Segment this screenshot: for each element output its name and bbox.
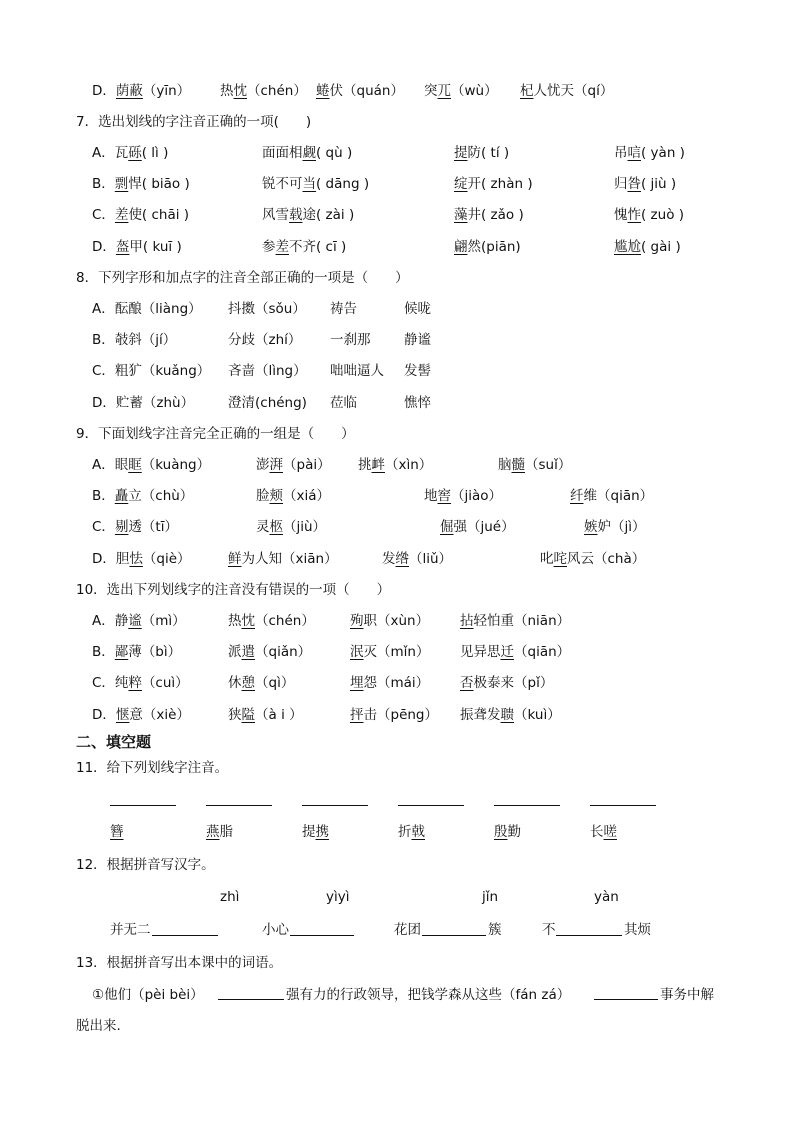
answer-blank[interactable] xyxy=(556,935,622,936)
q8-option-item: 咄咄逼人 xyxy=(330,363,384,379)
option-text: 轻怕重（niān） xyxy=(473,613,571,629)
option-text: D．胆 xyxy=(92,551,130,567)
q9-option-item xyxy=(440,517,515,537)
question-7-stem: 7．选出划线的字注音正确的一项( ) xyxy=(76,114,312,130)
underlined-char: 载 xyxy=(289,207,303,223)
underlined-char: 提 xyxy=(454,145,468,161)
q7-option-item xyxy=(454,143,509,163)
q10-option-item xyxy=(92,611,186,631)
question-13-sentence-part-1: ①他们（pèi bèi） xyxy=(92,987,204,1003)
fill-item-text: 簇 xyxy=(488,922,502,938)
underlined-char: 差 xyxy=(114,207,129,223)
answer-blank[interactable] xyxy=(218,999,284,1000)
q11-word xyxy=(302,822,329,842)
q8-option-item: 祷告 xyxy=(330,301,357,317)
underlined-char: 隘 xyxy=(241,707,255,723)
option-text: C．纯 xyxy=(92,675,129,691)
option-text: 悍( biāo ) xyxy=(128,176,190,192)
q8-option-item: 分歧（zhí） xyxy=(228,332,302,348)
underlined-char: 鲜 xyxy=(228,551,242,567)
option-text: 提 xyxy=(302,824,316,840)
option-text: B． xyxy=(92,176,115,192)
underlined-char: 殉 xyxy=(350,613,364,629)
underlined-char: 遣 xyxy=(241,644,255,660)
option-text: ( zuò ) xyxy=(641,207,685,223)
q11-word xyxy=(398,822,425,842)
underlined-char: 翩 xyxy=(454,239,468,255)
underlined-char: 绽 xyxy=(454,176,468,192)
answer-blank[interactable] xyxy=(302,805,368,806)
underlined-char: 觑 xyxy=(302,145,316,161)
option-text: （mì） xyxy=(141,613,186,629)
underlined-char: 砾 xyxy=(128,145,142,161)
q8-option-item: 抖擞（sǒu） xyxy=(228,301,306,317)
q7-option-item xyxy=(454,174,533,194)
q11-word xyxy=(590,822,617,842)
pinyin-hint: zhì xyxy=(220,889,240,905)
underlined-char: 唁 xyxy=(627,145,641,161)
option-text: 人忧天（qí） xyxy=(533,83,614,99)
option-d-item xyxy=(520,81,613,101)
option-text: 途( zài ) xyxy=(302,207,355,223)
underlined-char: 嫉 xyxy=(584,519,598,535)
option-text: 脂 xyxy=(219,824,233,840)
q7-option-item xyxy=(92,205,189,225)
option-d-item xyxy=(220,81,307,101)
underlined-char: 衅 xyxy=(371,457,385,473)
underlined-char: 荫蔽 xyxy=(115,83,143,99)
option-text: 薄（bì） xyxy=(128,644,182,660)
underlined-char: 尴尬 xyxy=(614,239,641,255)
question-9-stem: 9．下面划线字注音完全正确的一组是（ ） xyxy=(76,426,355,442)
q8-option-item: A．酝酿（liàng） xyxy=(92,301,202,317)
option-text: C． xyxy=(92,519,115,535)
q11-word xyxy=(494,822,521,842)
underlined-char: 忱 xyxy=(233,83,247,99)
q9-option-item xyxy=(256,455,331,475)
option-text: 极泰来（pǐ） xyxy=(473,675,554,691)
option-text: 透（tī） xyxy=(128,519,178,535)
option-text: （yīn） xyxy=(142,83,191,99)
underlined-char: 簪 xyxy=(110,824,124,840)
q8-option-item: 吝啬（lìng） xyxy=(228,363,307,379)
pinyin-hint: yìyì xyxy=(326,889,350,905)
option-text: 击（pēng） xyxy=(363,707,439,723)
option-text: 强（jué） xyxy=(453,519,515,535)
option-text: 妒（jì） xyxy=(597,519,646,535)
q10-option-item xyxy=(460,705,561,725)
question-13-stem: 13．根据拼音写出本课中的词语。 xyxy=(76,955,283,971)
fill-item-text: 小心 xyxy=(262,922,289,938)
option-text: 狭 xyxy=(228,707,242,723)
q9-option-item xyxy=(358,455,432,475)
option-text: 挑 xyxy=(358,457,372,473)
q7-option-item xyxy=(262,237,346,257)
option-text: D． xyxy=(92,707,116,723)
q8-option-item: 一刹那 xyxy=(330,332,371,348)
option-text: 折 xyxy=(398,824,412,840)
q8-option-item: 澄清(chéng) xyxy=(228,395,307,411)
option-text: 灭（mǐn） xyxy=(363,644,430,660)
option-text: 休 xyxy=(228,675,242,691)
option-text: 见异思 xyxy=(460,644,501,660)
question-8-stem: 8．下列字形和加点字的注音全部正确的一项是（ ） xyxy=(76,270,409,286)
fill-item-text: 并无二 xyxy=(110,922,151,938)
q9-option-item xyxy=(540,549,645,569)
pinyin-hint: jǐn xyxy=(482,889,499,905)
underlined-char: 盔 xyxy=(115,239,130,255)
option-text: （qiè） xyxy=(142,551,191,567)
q7-option-item xyxy=(262,143,352,163)
option-text: 井( zǎo ) xyxy=(467,207,524,223)
option-text: （xìn） xyxy=(385,457,433,473)
option-text: 维（qiān） xyxy=(583,488,654,504)
q10-option-item xyxy=(350,673,429,693)
question-13-sentence-part-4: 脱出来. xyxy=(76,1018,121,1034)
option-text: 使( chāi ) xyxy=(128,207,190,223)
underlined-char: 柩 xyxy=(269,519,283,535)
underlined-char: 憩 xyxy=(241,675,255,691)
q8-option-item: D．贮蓄（zhù） xyxy=(92,395,195,411)
q7-option-item xyxy=(454,237,521,257)
q9-option-item xyxy=(256,486,330,506)
option-text: 愧 xyxy=(614,207,628,223)
q9-option-item xyxy=(92,549,191,569)
q8-option-item: 莅临 xyxy=(330,395,357,411)
underlined-char: 剽 xyxy=(114,176,129,192)
q9-option-item xyxy=(256,517,326,537)
option-text: A．静 xyxy=(92,613,129,629)
option-text: 防( tí ) xyxy=(467,145,510,161)
underlined-char: 携 xyxy=(315,824,329,840)
option-text: （à i ） xyxy=(255,707,303,723)
option-text: （wù） xyxy=(451,83,498,99)
option-text: （liǔ） xyxy=(409,551,453,567)
q9-option-item xyxy=(382,549,452,569)
option-text: ( jiù ) xyxy=(641,176,677,192)
q9-option-item xyxy=(498,455,571,475)
answer-blank[interactable] xyxy=(494,805,560,806)
option-text: 风雪 xyxy=(262,207,289,223)
fill-item-text: 不 xyxy=(542,922,556,938)
underlined-char: 剔 xyxy=(114,519,129,535)
option-text: D． xyxy=(92,239,116,255)
q11-word xyxy=(110,822,124,842)
underlined-char: 绺 xyxy=(395,551,409,567)
q9-option-item xyxy=(92,517,178,537)
underlined-char: 窖 xyxy=(437,488,451,504)
option-text: （jiào） xyxy=(451,488,503,504)
q11-word xyxy=(206,822,233,842)
question-13-sentence-part-2: 强有力的行政领导，把钱学森从这些（fán zá） xyxy=(286,987,571,1003)
underlined-char: 矗 xyxy=(114,488,129,504)
option-text: 意（xiè） xyxy=(129,707,190,723)
pinyin-hint: yàn xyxy=(594,889,619,905)
underlined-char: 迁 xyxy=(500,644,514,660)
option-text: B． xyxy=(92,488,115,504)
underlined-char: 纤 xyxy=(570,488,584,504)
option-text: ( yàn ) xyxy=(641,145,685,161)
option-text: C． xyxy=(92,207,115,223)
q9-option-item xyxy=(570,486,653,506)
underlined-char: 谧 xyxy=(128,613,142,629)
answer-blank[interactable] xyxy=(594,999,658,1000)
option-text: ( lì ) xyxy=(141,145,169,161)
q8-option-item: B．攲斜（jí） xyxy=(92,332,177,348)
q10-option-item xyxy=(460,673,553,693)
q7-option-item xyxy=(92,237,182,257)
q9-option-item xyxy=(424,486,502,506)
q7-option-item xyxy=(262,174,369,194)
option-text: 叱 xyxy=(540,551,554,567)
q10-option-item xyxy=(460,642,570,662)
q8-option-item: 静谧 xyxy=(404,332,431,348)
option-text: （chén） xyxy=(255,613,315,629)
underlined-char: 杞 xyxy=(520,83,534,99)
q7-option-item xyxy=(92,174,190,194)
q7-option-item xyxy=(614,174,676,194)
option-text: ( qù ) xyxy=(316,145,353,161)
section-heading-fill-in: 二、填空题 xyxy=(76,733,152,751)
underlined-char: 髓 xyxy=(511,457,525,473)
q8-option-item: C．粗犷（kuǎng） xyxy=(92,363,211,379)
option-text: 振聋发 xyxy=(460,707,501,723)
q10-option-item xyxy=(228,705,303,725)
answer-blank[interactable] xyxy=(152,935,218,936)
option-d-item xyxy=(92,81,190,101)
underlined-char: 粹 xyxy=(128,675,142,691)
q9-option-item xyxy=(584,517,646,537)
option-text: （xiá） xyxy=(283,488,331,504)
question-10-stem: 10．选出下列划线字的注音没有错误的一项（ ） xyxy=(76,582,391,598)
answer-blank[interactable] xyxy=(290,935,354,936)
option-text: ( dāng ) xyxy=(316,176,370,192)
answer-blank[interactable] xyxy=(206,805,272,806)
underlined-char: 蜷 xyxy=(316,83,330,99)
q10-option-item xyxy=(350,642,429,662)
option-text: 然(piān) xyxy=(467,239,521,255)
option-text: 参 xyxy=(262,239,276,255)
q10-option-item xyxy=(350,705,438,725)
q9-option-item xyxy=(92,455,210,475)
option-d-item xyxy=(316,81,404,101)
underlined-char: 拈 xyxy=(460,613,474,629)
q7-option-item xyxy=(614,143,685,163)
q8-option-item: 憔悴 xyxy=(404,395,431,411)
underlined-char: 鄙 xyxy=(114,644,129,660)
underlined-char: 抨 xyxy=(350,707,364,723)
option-text: 突 xyxy=(424,83,438,99)
option-text: 怨（mái） xyxy=(363,675,430,691)
underlined-char: 怯 xyxy=(129,551,143,567)
q10-option-item xyxy=(228,673,294,693)
underlined-char: 咎 xyxy=(627,176,641,192)
q10-option-item xyxy=(228,611,315,631)
q8-option-item: 候咙 xyxy=(404,301,431,317)
q9-option-item xyxy=(228,549,338,569)
q7-option-item xyxy=(614,205,684,225)
option-text: 归 xyxy=(614,176,628,192)
option-text: 职（xùn） xyxy=(363,613,430,629)
underlined-char: 燕 xyxy=(206,824,220,840)
option-text: B． xyxy=(92,644,115,660)
answer-blank[interactable] xyxy=(398,805,464,806)
q8-option-item: 发髻 xyxy=(404,363,431,379)
option-text: 热 xyxy=(228,613,242,629)
option-text: 地 xyxy=(424,488,438,504)
option-text: 立（chù） xyxy=(128,488,194,504)
fill-item-text: 花团 xyxy=(394,922,421,938)
option-text: 吊 xyxy=(614,145,628,161)
underlined-char: 咤 xyxy=(553,551,567,567)
underlined-char: 聩 xyxy=(500,707,514,723)
question-13-sentence-part-3: 事务中解 xyxy=(660,987,714,1003)
underlined-char: 忱 xyxy=(241,613,255,629)
option-text: （pài） xyxy=(283,457,331,473)
q7-option-item xyxy=(614,237,681,257)
option-text: 澎 xyxy=(256,457,270,473)
q10-option-item xyxy=(92,673,189,693)
option-text: 甲( kuī ) xyxy=(129,239,182,255)
underlined-char: 怍 xyxy=(627,207,641,223)
option-text: 热 xyxy=(220,83,234,99)
option-text: （kuì） xyxy=(514,707,561,723)
option-text: 锐不可 xyxy=(262,176,303,192)
option-text: 伏（quán） xyxy=(329,83,404,99)
option-text: 面面相 xyxy=(262,145,303,161)
option-text: 脸 xyxy=(256,488,270,504)
underlined-char: 泯 xyxy=(350,644,364,660)
option-text: （qiǎn） xyxy=(255,644,312,660)
question-12-stem: 12．根据拼音写汉字。 xyxy=(76,857,215,873)
q7-option-item xyxy=(454,205,524,225)
q10-option-item xyxy=(92,705,190,725)
option-text: （jiù） xyxy=(283,519,327,535)
option-text: （kuàng） xyxy=(141,457,211,473)
answer-blank[interactable] xyxy=(110,805,176,806)
underlined-char: 惬 xyxy=(115,707,130,723)
underlined-char: 颊 xyxy=(269,488,283,504)
option-text: D． xyxy=(92,83,116,99)
underlined-char: 否 xyxy=(460,675,474,691)
option-text: （chén） xyxy=(247,83,307,99)
option-text: 长 xyxy=(590,824,604,840)
option-text: （suǐ） xyxy=(525,457,572,473)
option-text: A．瓦 xyxy=(92,145,129,161)
option-text: ( gài ) xyxy=(641,239,681,255)
q7-option-item xyxy=(92,143,168,163)
q10-option-item xyxy=(228,642,311,662)
q9-option-item xyxy=(92,486,193,506)
option-text: 灵 xyxy=(256,519,270,535)
option-text: 为人知（xiān） xyxy=(241,551,338,567)
option-text: A．眼 xyxy=(92,457,129,473)
answer-blank[interactable] xyxy=(590,805,656,806)
q10-option-item xyxy=(350,611,429,631)
q7-option-item xyxy=(262,205,354,225)
underlined-char: 埋 xyxy=(350,675,364,691)
option-d-item xyxy=(424,81,498,101)
underlined-char: 眶 xyxy=(128,457,142,473)
underlined-char: 戟 xyxy=(411,824,425,840)
underlined-char: 藻 xyxy=(454,207,468,223)
underlined-char: 湃 xyxy=(269,457,283,473)
option-text: （qì） xyxy=(255,675,295,691)
question-11-stem: 11．给下列划线字注音。 xyxy=(76,760,229,776)
option-text: 勤 xyxy=(507,824,521,840)
option-text: 脑 xyxy=(498,457,512,473)
underlined-char: 殷 xyxy=(494,824,508,840)
option-text: 派 xyxy=(228,644,242,660)
q10-option-item xyxy=(92,642,181,662)
underlined-char: 差 xyxy=(275,239,289,255)
underlined-char: 兀 xyxy=(437,83,451,99)
option-text: 风云（chà） xyxy=(567,551,646,567)
underlined-char: 倔 xyxy=(440,519,454,535)
fill-item-text: 其烦 xyxy=(624,922,651,938)
answer-blank[interactable] xyxy=(422,935,486,936)
underlined-char: 当 xyxy=(302,176,316,192)
option-text: 不齐( cī ) xyxy=(289,239,347,255)
option-text: 开( zhàn ) xyxy=(467,176,533,192)
option-text: 发 xyxy=(382,551,396,567)
q10-option-item xyxy=(460,611,570,631)
underlined-char: 嗟 xyxy=(603,824,617,840)
option-text: （cuì） xyxy=(141,675,189,691)
option-text: （qiān） xyxy=(514,644,571,660)
